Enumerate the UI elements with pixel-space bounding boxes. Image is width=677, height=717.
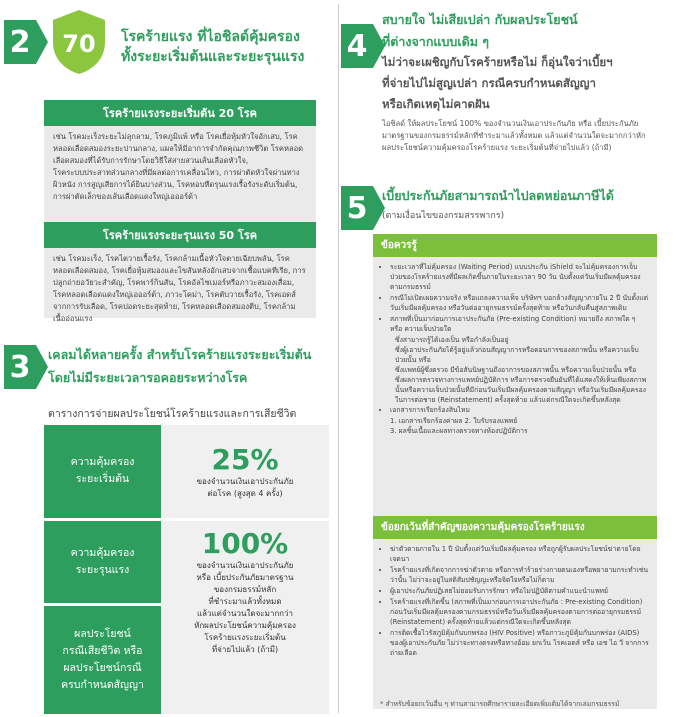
- shield-number: 70: [62, 30, 96, 58]
- list-item: • การติดเชื้อไวรัสภูมิคุ้มกันบกพร่อง (HIV Positive) หรือภาวะภูมิคุ้มกันบกพร่อง (AIDS) ของผู้เอาประกันภัย ไม่ว่าจะทางตรงหรือทางอ้อม ยกเว้น โรคเอดส์ หรือ เอช ไอ วี จากการถ่ายเลือด: [390, 628, 649, 658]
- exclusions-box: [373, 516, 657, 709]
- shield-icon: [50, 8, 108, 76]
- severe-stage-header: โรคร้ายแรงระยะรุนแรง 50 โรค: [44, 222, 316, 248]
- section-4-title-line1: สบายใจ ไม่เสียเปล่า กับผลประโยชน์: [382, 12, 578, 27]
- list-item: • โรคร้ายแรงที่เกิดจากการฆ่าตัวตาย หรือการทำร้ายร่างกายตนเองหรือพยายามกระทำเช่นว่านั้น ไม่ว่าจะอยู่ในสติสัมปชัญญะหรือจิตใจหรือไม่ก็ตาม: [390, 565, 649, 585]
- percent-value: 100%: [201, 526, 289, 560]
- list-item: • ระยะเวลาที่ไม่คุ้มครอง (Waiting Period) แบบประกัน iShield จะไม่คุ้มครองการเจ็บป่วยของโรคร้ายแรงที่มีผลเกิดขึ้นภายในระยะเวลา 90 วัน นับตั้งแต่วันเริ่มมีผลคุ้มครองตามกรมธรรม์: [390, 262, 649, 292]
- exclusions-list: [381, 544, 649, 658]
- section-5-subtitle: (ตามเงื่อนไขของกรมสรรพากร): [382, 211, 505, 221]
- column-divider: [338, 4, 339, 713]
- section-4-body: ไอชิลด์ ให้ผลประโยชน์ 100% ของจำนวนเงินเอาประกันภัย หรือ เบี้ยประกันภัยมาตรฐานของกรมธรรม์หลักที่ชำระมาแล้วทั้งหมด แล้วแต่จำนวนใดจะมากกว่าหักผลประโยชน์ความคุ้มครองโรคร้ายแรง ระยะเริ่มต้นที่จ่ายไปแล้ว (ถ้ามี): [382, 119, 646, 152]
- docs-line: 3. ผลชิ้นเนื้อและผลทางตรวจทางห้องปฏิบัติการ: [390, 427, 528, 435]
- notes-box: [373, 234, 657, 523]
- list-item: • โรคร้ายแรงที่เกิดขึ้น (สภาพที่เป็นมาก่อนการเอาประกันภัย : Pre-existing Condition) ก่อนวันเริ่มมีผลคุ้มครองตามกรมธรรม์หรือวันเริ่มมีผลคุ้มครองตามการต่ออายุกรมธรรม์ (Reinstatement) ครั้งสุดท้ายแล้วแต่กรณีใดจะเกิดขึ้นหลังสุด: [390, 597, 649, 627]
- table-row: [44, 519, 329, 604]
- section-4-badge: 4: [341, 24, 373, 68]
- subnote: ซึ่งสามารถรู้ได้เองเป็น หรือกำลังเป็นอยู่: [395, 336, 509, 344]
- section-2-title-line1: โรคร้ายแรง ที่ไอชิลด์คุ้มครอง: [121, 29, 300, 45]
- section-4-sub-line2: ที่จ่ายไปไม่สูญเปล่า กรณีครบกำหนดสัญญา: [382, 76, 596, 90]
- subnote: ซึ่งผู้เอาประกันภัยได้รู้อยู่แล้วก่อนสัญญาการหรือตอนการของสภาพนั้น หรือความเจ็บป่วยนั้น หรือ: [395, 346, 639, 364]
- row-label: ผลประโยชน์ กรณีเสียชีวิต หรือ ผลประโยชน์กรณี ครบกำหนดสัญญา: [44, 604, 161, 714]
- subnote: ซึ่งแพทย์ผู้ซึ่งตรวจ มีข้อสันนิษฐานถึงอาการของสภาพนั้น หรือความเจ็บป่วยนั้น หรือ: [395, 366, 637, 374]
- early-stage-box: [44, 100, 316, 230]
- payout-table: [44, 425, 329, 714]
- docs-line: 1. เอกสารเรียกร้องค่าผล 2. ใบรับรองแพทย์: [390, 417, 518, 425]
- row-label: ความคุ้มครอง ระยะเริ่มต้น: [44, 425, 161, 519]
- footnote: * สำหรับข้อยกเว้นอื่น ๆ ท่านสามารถศึกษารายละเอียดเพิ่มเติมได้จากเล่มกรมธรรม์: [380, 700, 620, 708]
- section-4-sub-line3: หรือเกิดเหตุไม่คาดฝัน: [382, 97, 490, 111]
- severe-stage-box: [44, 222, 316, 323]
- subnote: ซึ่งผลการตรวจทางการแพทย์ปฏิบัติการ หรือการตรวจยืนยันที่ได้แสดงให้เห็นเพียงสภาพนั้นหรือความเจ็บป่วยนั้นที่มีก่อนวันเริ่มมีผลคุ้มครองตามสัญญา หรือวันเริ่มมีผลคุ้มครองในการต่อชาย (Reinstatement) ครั้งสุดท้าย แล้วแต่กรณีใดจะเกิดขึ้นหลังสุด: [395, 376, 647, 404]
- early-stage-header: โรคร้ายแรงระยะเริ่มต้น 20 โรค: [44, 100, 316, 126]
- list-item: • ผู้เอาประกันภัยปฏิเสธไม่ยอมรับการรักษา หรือไม่ปฏิบัติตามคำแนะนำแพทย์: [390, 586, 649, 596]
- early-stage-body: เช่น โรคมะเร็งระยะไม่ลุกลาม, โรคภูมิแพ้ หรือ โรคเยื่อหุ้มหัวใจอักเสบ, โรคหลอดเลือดสมองระยะปานกลาง, แผลให้มีอาการจำกัดคุณภาพชีวิต โรคหลอดเลือดสมองที่ได้รับการรักษาโดยวิธีใส่สายสวนเส้นเลือดหัวใจ, โรคระบบประสาทส่วนกลางที่มีผลต่อการเคลื่อนไหว, การผ่าตัดหัวใจผ่านทางผิวหนัง การสูญเสียการได้ยินบางส่วน, โรคหอบหืดรุนแรงเรื้อรังระดับเริ่มต้น, การผ่าตัดเล็กของเส้นเลือดแดงใหญ่เอออร์ต้า: [44, 126, 316, 230]
- exclusions-header: ข้อยกเว้นที่สำคัญของความคุ้มครองโรคร้ายแรง: [373, 516, 657, 539]
- notes-list: [381, 262, 649, 334]
- section-4-title-line2: ที่ต่างจากแบบเดิม ๆ: [382, 34, 490, 49]
- section-5-title: เบี้ยประกันภัยสามารถนำไปลดหย่อนภาษีได้: [382, 188, 614, 203]
- section-5-badge: 5: [341, 186, 373, 230]
- severe-stage-body: เช่น โรคมะเร็ง, โรคไตวายเรื้อรัง, โรคกล้ามเนื้อหัวใจตายเฉียบพลัน, โรคหลอดเลือดสมอง, โรคเยื่อหุ้มสมองและไขสันหลังอักเสบจากเชื้อแบคทีเรีย, การปลูกถ่ายอวัยวะสำคัญ, โรคพาร์กินสัน, โรคอัลไซเมอร์หรือภาวะสมองเสื่อม, โรคหลอดเลือดแดงใหญ่เอออร์ต้า, ภาวะโคม่า, โรคตับวายเรื้อรัง, โรคเอดส์จากการรับเลือด, โรคปอดระยะสุดท้าย, โรคหลอดเลือดสมองตีบ, โรคกล้ามเนื้ออ่อนแรง: [44, 248, 316, 318]
- notes-header: ข้อควรรู้: [373, 234, 657, 257]
- section-3-badge: 3: [4, 345, 36, 389]
- section-2-badge: 2: [4, 20, 36, 64]
- row-value: 25% ของจำนวนเงินเอาประกันภัย ต่อโรค (สูงสุด 4 ครั้ง): [161, 425, 329, 519]
- list-item: • กรณีไม่เปิดเผยความจริง หรือแถลงความเท็จ บริษัทฯ บอกล้างสัญญาภายใน 2 ปี นับตั้งแต่วันเริ่มมีผลคุ้มครอง หรือวันต่ออายุกรมธรรม์ครั้งสุดท้าย หรือวันกลับคืนสู่สภาพเดิม: [390, 293, 649, 313]
- payout-table-title: ตารางการจ่ายผลประโยชน์โรคร้ายแรงและการเสียชีวิต: [48, 408, 297, 420]
- list-item: • ฆ่าตัวตายภายใน 1 ปี นับตั้งแต่วันเริ่มมีผลคุ้มครอง หรือถูกผู้รับผลประโยชน์ฆ่าตายโดยเจตนา: [390, 544, 649, 564]
- list-item: • สภาพที่เป็นมาก่อนการเอาประกันภัย (Pre-existing Condition) หมายถึง สภาพใด ๆ หรือ ความเจ็บป่วยใด: [390, 314, 649, 334]
- docs-title: • เอกสารการเรียกร้องสินไหม: [390, 405, 649, 415]
- section-4-sub-line1: ไม่ว่าจะเผชิญกับโรคร้ายหรือไม่ ก็อุ่นใจว่าเบี้ยฯ: [382, 55, 613, 69]
- table-row: [44, 425, 329, 519]
- section-3-title-line1: เคลมได้หลายครั้ง สำหรับโรคร้ายแรงระยะเริ่มต้น: [48, 347, 312, 362]
- section-2-title-line2: ทั้งระยะเริ่มต้นและระยะรุนแรง: [121, 49, 305, 65]
- section-3-title-line2: โดยไม่มีระยะเวลารอคอยระหว่างโรค: [48, 370, 248, 385]
- percent-value: 25%: [211, 442, 279, 476]
- row-value: 100% ของจำนวนเงินเอาประกันภัย หรือ เบี้ยประกันภัยมาตรฐาน ของกรมธรรม์หลัก ที่ชำระมาแล้วทั้งหมด แล้วแต่จำนวนใดจะมากกว่า หักผลประโยชน์ความคุ้มครอง โรคร้ายแรงระยะเริ่มต้น ที่จ่ายไปแล้ว (ถ้ามี): [161, 519, 329, 714]
- row-label: ความคุ้มครอง ระยะรุนแรง: [44, 519, 161, 604]
